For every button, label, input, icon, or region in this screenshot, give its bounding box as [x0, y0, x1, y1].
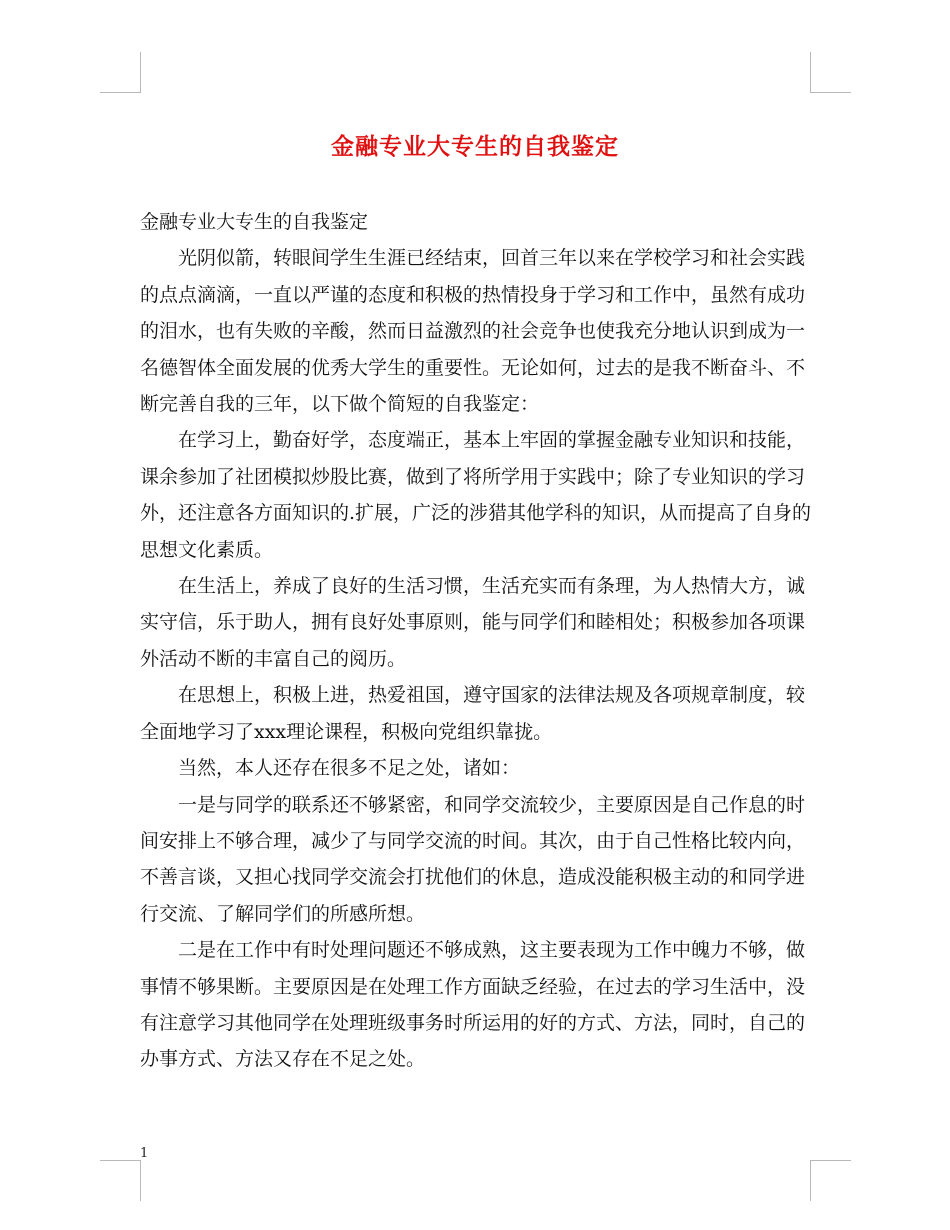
margin-mark-top-right [810, 52, 851, 93]
paragraph-life: 在生活上，养成了良好的生活习惯，生活充实而有条理，为人热情大方，诚实守信，乐于助人，拥有良好处事原则，能与同学们和睦相处；积极参加各项课外活动不断的丰富自己的阅历。 [140, 575, 806, 670]
document-body [140, 204, 816, 1078]
document-title: 金融专业大专生的自我鉴定 [331, 133, 619, 160]
margin-mark-bottom-right [810, 1160, 851, 1201]
page-number: 1 [140, 1146, 149, 1161]
paragraph-intro: 光阴似箭，转眼间学生生涯已经结束，回首三年以来在学校学习和社会实践的点点滴滴，一直以严谨的态度和积极的热情投身于学习和工作中，虽然有成功的泪水，也有失败的辛酸，然而日益激烈的社会竞争也使我充分地认识到成为一名德智体全面发展的优秀大学生的重要性。无论如何，过去的是我不断奋斗、不断完善自我的三年，以下做个简短的自我鉴定： [140, 247, 806, 416]
margin-mark-bottom-left [100, 1160, 141, 1201]
paragraph-shortcoming-one: 一是与同学的联系还不够紧密，和同学交流较少，主要原因是自己作息的时间安排上不够合理，减少了与同学交流的时间。其次，由于自己性格比较内向，不善言谈，又担心找同学交流会打扰他们的休息，造成没能积极主动的和同学进行交流、了解同学们的所感所想。 [140, 793, 806, 925]
paragraph-shortcoming-two: 二是在工作中有时处理问题还不够成熟，这主要表现为工作中魄力不够，做事情不够果断。主要原因是在处理工作方面缺乏经验，在过去的学习生活中，没有注意学习其他同学在处理班级事务时所运用的好的方式、方法，同时，自己的办事方式、方法又存在不足之处。 [140, 939, 806, 1071]
document-subtitle: 金融专业大专生的自我鉴定 [140, 211, 369, 233]
margin-mark-top-left [100, 52, 141, 93]
paragraph-study: 在学习上，勤奋好学，态度端正，基本上牢固的掌握金融专业知识和技能，课余参加了社团模拟炒股比赛，做到了将所学用于实践中；除了专业知识的学习外，还注意各方面知识的.扩展，广泛的涉猎其他学科的知识，从而提高了自身的思想文化素质。 [140, 429, 812, 561]
paragraph-shortcomings-intro: 当然，本人还存在很多不足之处，诸如： [178, 757, 521, 780]
paragraph-thought: 在思想上，积极上进，热爱祖国，遵守国家的法律法规及各项规章制度，较全面地学习了xxx理论课程，积极向党组织靠拢。 [140, 684, 806, 743]
